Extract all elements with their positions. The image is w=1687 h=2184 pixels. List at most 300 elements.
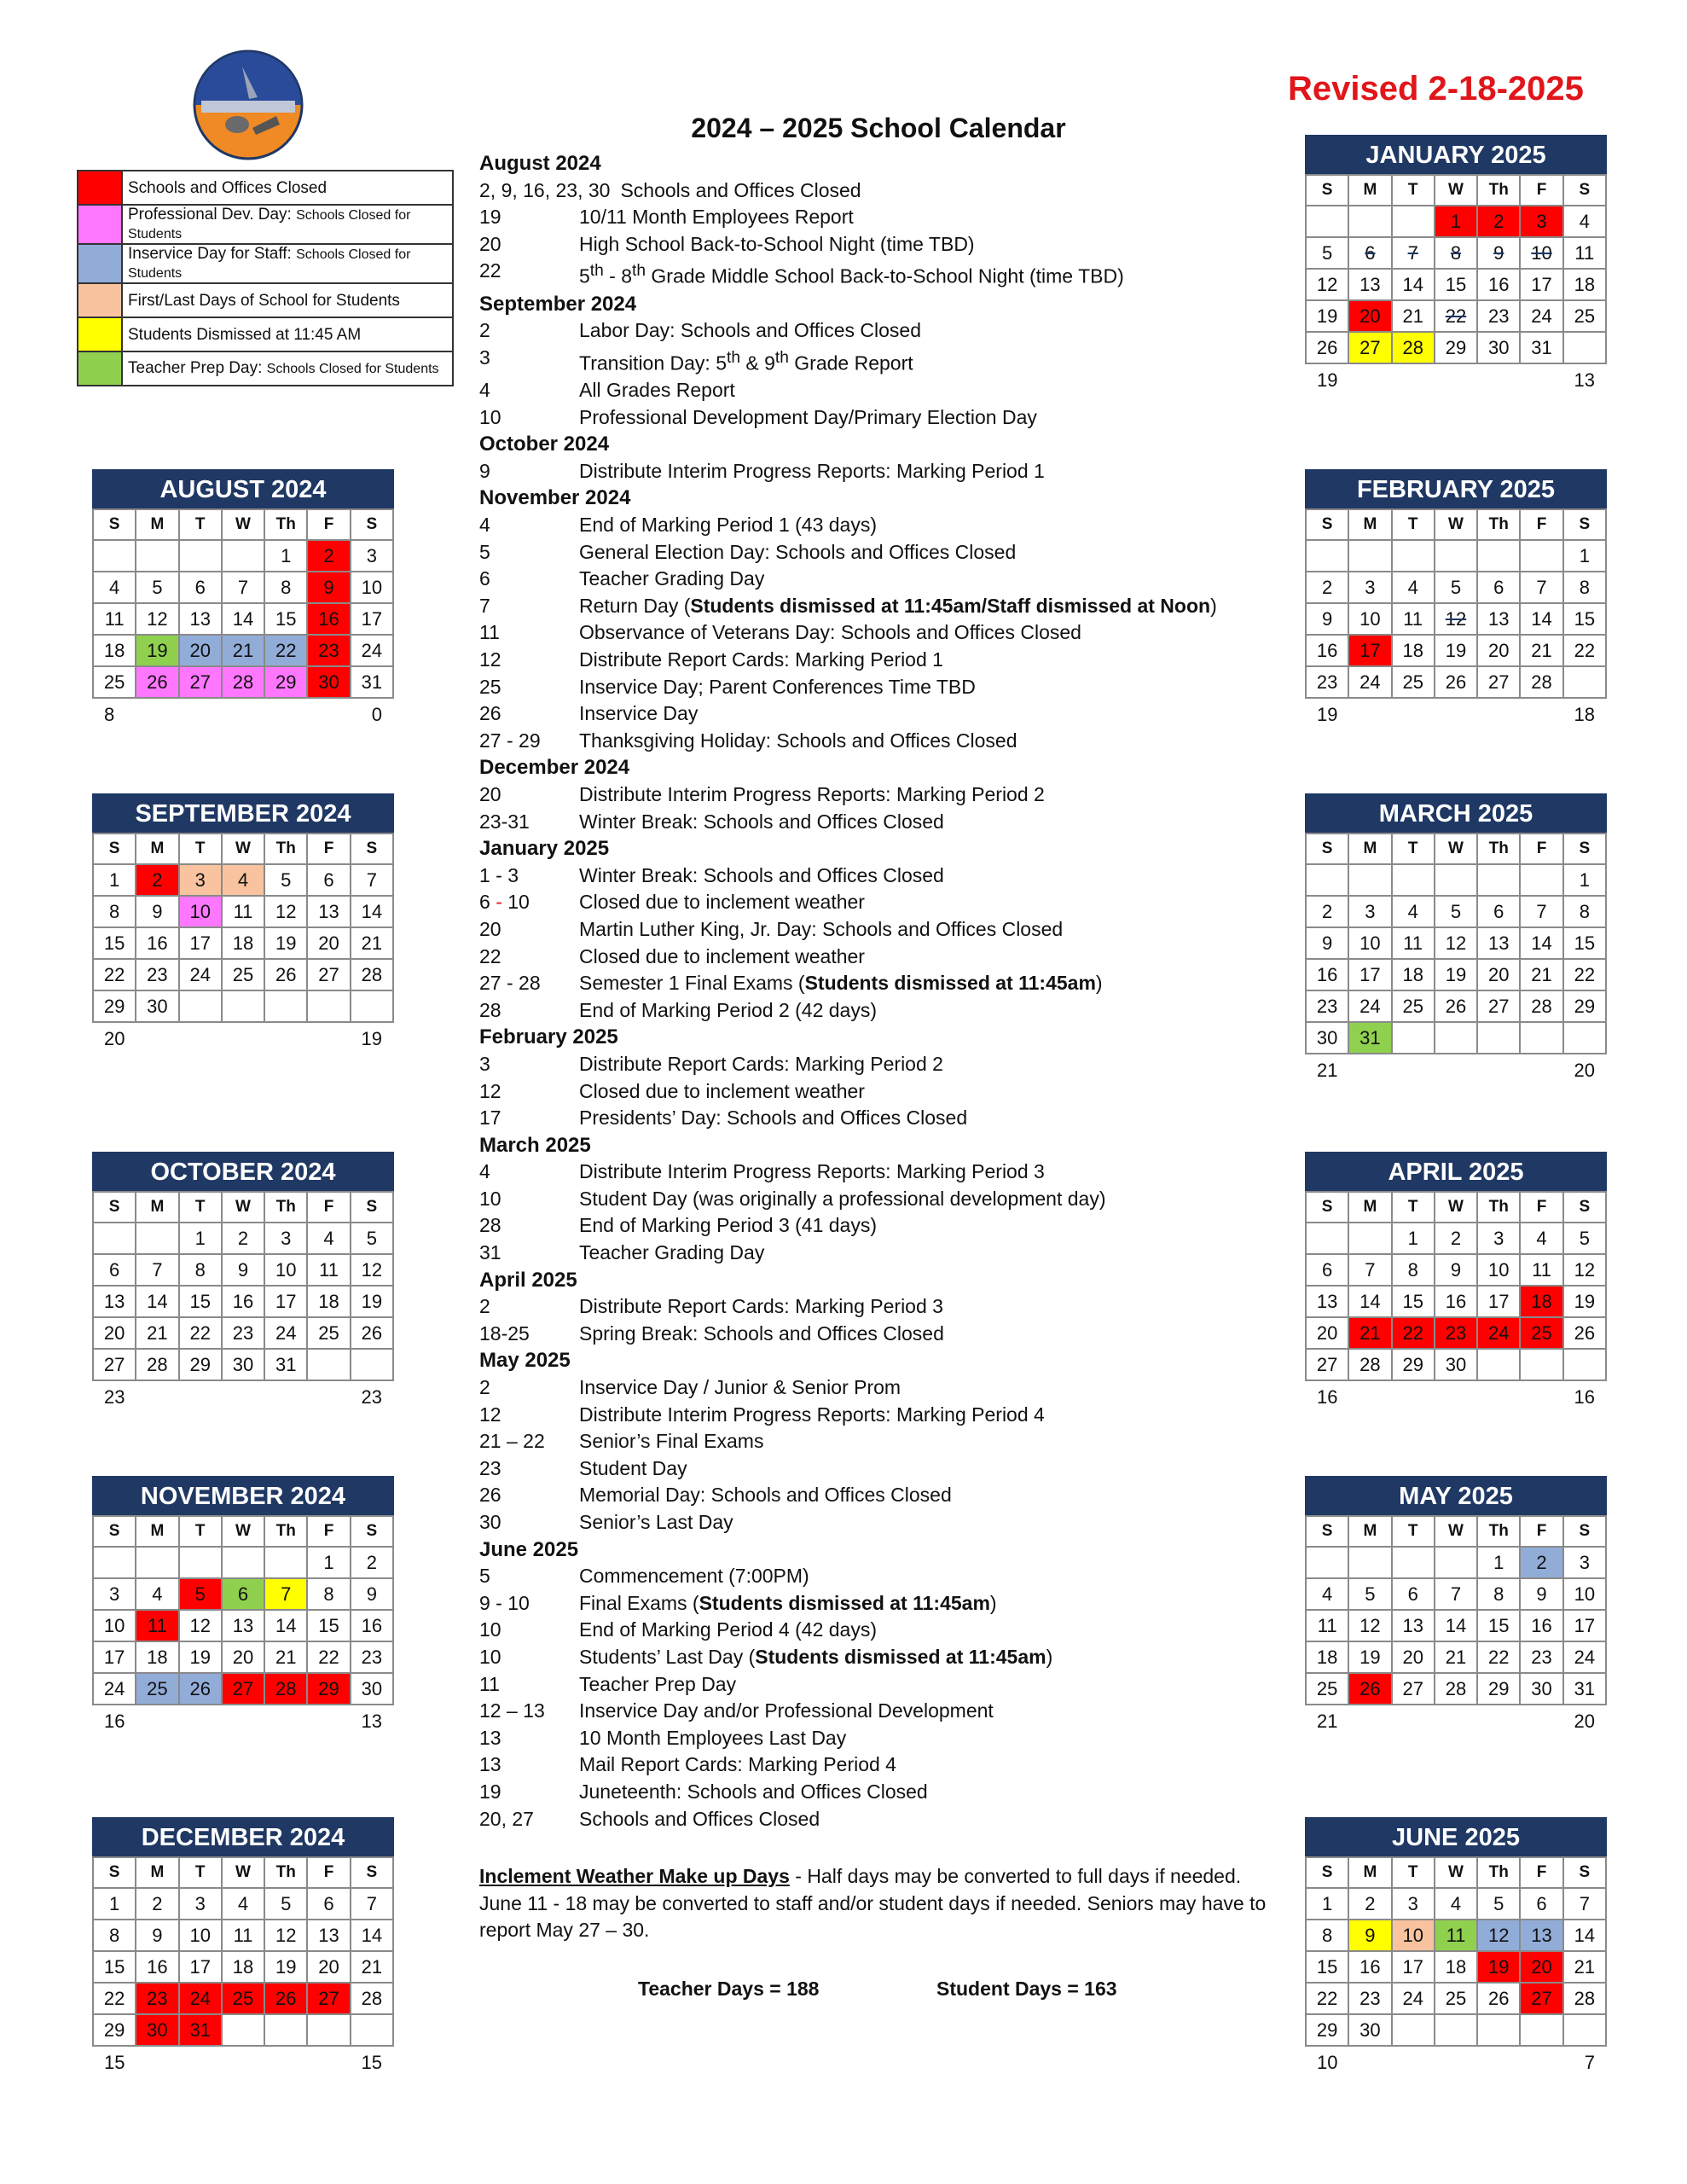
event-date: 12 (479, 1079, 501, 1102)
day-number: 14 (275, 1614, 297, 1636)
day-number: 8 (1322, 1924, 1333, 1946)
day-cell (1392, 666, 1435, 698)
day-number: 22 (1488, 1646, 1510, 1668)
day-cell (1306, 1951, 1348, 1983)
day-cell (93, 603, 136, 635)
event-date: 22 (479, 259, 501, 282)
event-text: Semester 1 Final Exams (Students dismissed at 11:45am) (579, 972, 1103, 995)
day-number: 19 (1316, 305, 1338, 327)
weekday-header (1306, 509, 1606, 540)
day-number: 19 (1488, 1955, 1510, 1978)
day-number: 25 (1445, 1987, 1467, 2009)
legend-label (122, 351, 453, 386)
event-text: Commencement (7:00PM) (579, 1565, 809, 1588)
empty-day (1520, 2014, 1562, 2046)
event-text: Return Day (Students dismissed at 11:45am/Staff dismissed at Noon) (579, 594, 1217, 617)
weekday-label: Th (264, 1516, 307, 1547)
day-number: 25 (318, 1321, 339, 1344)
day-number: 24 (189, 1987, 211, 2009)
legend-row (78, 283, 453, 317)
day-cell (1563, 990, 1606, 1022)
day-cell (1477, 572, 1520, 603)
day-cell (222, 864, 264, 896)
weekday-label: S (93, 1192, 136, 1223)
event-text: Senior’s Final Exams (579, 1430, 764, 1453)
event-text: Inservice Day / Junior & Senior Prom (579, 1376, 901, 1399)
event-row (479, 231, 1298, 258)
day-cell (1306, 1641, 1348, 1673)
day-cell (1392, 1951, 1435, 1983)
day-cell (307, 1983, 350, 2014)
day-number: 16 (318, 607, 339, 630)
day-cell (264, 666, 307, 698)
empty-day (1563, 1349, 1606, 1380)
week-row (1306, 603, 1606, 635)
day-cell (1348, 1673, 1391, 1705)
day-number: 15 (1574, 932, 1596, 954)
day-number: 25 (147, 1677, 168, 1699)
weekday-label: F (1520, 175, 1562, 206)
event-date: 4 (479, 1160, 490, 1183)
day-cell (179, 1610, 222, 1641)
day-cell (264, 572, 307, 603)
event-text: End of Marking Period 2 (42 days) (579, 998, 878, 1021)
day-number: 10 (1359, 607, 1381, 630)
day-cell (1435, 206, 1477, 237)
day-cell (1563, 864, 1606, 896)
legend-label (122, 205, 453, 244)
event-row (479, 1671, 1298, 1699)
week-row (1306, 2014, 1606, 2046)
day-cell (179, 959, 222, 990)
empty-day (222, 990, 264, 1022)
day-number: 3 (194, 868, 206, 891)
day-cell (1520, 927, 1562, 959)
day-number: 2 (1536, 1551, 1547, 1573)
day-number: 26 (147, 671, 168, 693)
event-date: 11 (479, 621, 500, 644)
weekday-label: W (1435, 1192, 1477, 1223)
day-number: 14 (361, 900, 383, 922)
day-cell (1520, 1578, 1562, 1610)
weekday-label: Th (1477, 1516, 1520, 1547)
day-number: 13 (1316, 1290, 1338, 1312)
color-legend (77, 170, 454, 386)
month-title: DECEMBER 2024 (92, 1817, 394, 1856)
weekday-label: W (1435, 834, 1477, 864)
day-number: 17 (1359, 639, 1381, 661)
event-date: 5 (479, 540, 490, 563)
day-cell (1477, 1983, 1520, 2014)
day-number: 19 (147, 639, 168, 661)
event-row (479, 781, 1298, 809)
day-cell (1306, 269, 1348, 300)
day-counts (1305, 1381, 1607, 1409)
week-row (1306, 959, 1606, 990)
week-row (1306, 1983, 1606, 2014)
student-day-count: 20 (1574, 1060, 1595, 1081)
day-cell (1348, 959, 1391, 990)
day-number: 16 (147, 932, 168, 954)
day-cell (1348, 603, 1391, 635)
event-row (479, 177, 1298, 205)
day-number: 26 (275, 1987, 297, 2009)
event-row (479, 458, 1298, 485)
day-cell (1520, 1286, 1562, 1317)
day-number: 4 (323, 1227, 334, 1249)
event-row (479, 1644, 1298, 1671)
weekday-label: W (1435, 509, 1477, 540)
day-cell (1477, 1888, 1520, 1920)
day-cell (1477, 332, 1520, 363)
day-number: 19 (275, 1955, 297, 1978)
day-cell (222, 1951, 264, 1983)
day-number: 14 (1445, 1614, 1467, 1636)
day-number: 17 (1488, 1290, 1510, 1312)
day-number: 12 (1445, 932, 1467, 954)
day-cell (264, 959, 307, 990)
day-cell (264, 1951, 307, 1983)
day-number: 4 (237, 868, 249, 891)
day-number: 17 (1359, 963, 1381, 985)
empty-day (179, 990, 222, 1022)
event-row (479, 647, 1298, 674)
day-number: 26 (1316, 336, 1338, 358)
day-number: 2 (366, 1551, 377, 1573)
day-number: 1 (194, 1227, 206, 1249)
day-number: 27 (318, 963, 339, 985)
event-date: 3 (479, 346, 490, 369)
week-row (1306, 1578, 1606, 1610)
week-row (1306, 927, 1606, 959)
day-cell (1477, 1641, 1520, 1673)
day-cell (136, 2014, 178, 2046)
day-number: 6 (1536, 1892, 1547, 1914)
day-number: 24 (1488, 1321, 1510, 1344)
legend-label (122, 244, 453, 283)
day-number: 18 (1316, 1646, 1338, 1668)
week-row (1306, 1951, 1606, 1983)
day-cell (307, 1547, 350, 1578)
day-cell (1520, 1641, 1562, 1673)
day-cell (1306, 332, 1348, 363)
day-cell (1563, 635, 1606, 666)
event-text: Martin Luther King, Jr. Day: Schools and Offices Closed (579, 917, 1064, 940)
day-cell (351, 1641, 393, 1673)
day-cell (1348, 1254, 1391, 1286)
event-row (479, 1186, 1298, 1213)
day-cell (1563, 572, 1606, 603)
weekday-label: Th (1477, 175, 1520, 206)
event-row (479, 944, 1298, 971)
day-number: 16 (1316, 963, 1338, 985)
week-row (93, 1951, 393, 1983)
weekday-label: M (1348, 1516, 1391, 1547)
day-number: 29 (1574, 995, 1596, 1017)
week-row (93, 1286, 393, 1317)
empty-day (351, 2014, 393, 2046)
day-cell (93, 927, 136, 959)
month-title: JUNE 2025 (1305, 1817, 1607, 1856)
day-number: 15 (103, 1955, 125, 1978)
weekday-label: S (93, 1516, 136, 1547)
day-number: 17 (103, 1646, 125, 1668)
day-number: 14 (1359, 1290, 1381, 1312)
day-cell (1392, 332, 1435, 363)
day-number: 24 (103, 1677, 125, 1699)
day-number: 2 (1322, 576, 1333, 598)
day-number: 10 (1488, 1258, 1510, 1281)
day-number: 18 (1402, 639, 1423, 661)
day-number: 28 (361, 963, 383, 985)
day-number: 26 (1359, 1677, 1381, 1699)
weekday-label: S (1306, 175, 1348, 206)
day-number: 29 (1488, 1677, 1510, 1699)
day-number: 11 (233, 900, 253, 922)
day-cell (307, 666, 350, 698)
day-cell (264, 1578, 307, 1610)
empty-day (1477, 1349, 1520, 1380)
day-cell (1435, 572, 1477, 603)
day-number: 10 (361, 576, 383, 598)
day-number: 19 (275, 932, 297, 954)
weekday-label: W (1435, 1516, 1477, 1547)
weekday-header (93, 509, 393, 540)
empty-day (1520, 1022, 1562, 1054)
event-month-heading: May 2025 (479, 1349, 571, 1373)
day-cell (1435, 1983, 1477, 2014)
weekday-label: T (1392, 175, 1435, 206)
legend-label-text: Inservice Day for Staff: (128, 245, 292, 263)
day-cell (1477, 206, 1520, 237)
day-number: 2 (237, 1227, 249, 1249)
empty-day (264, 2014, 307, 2046)
event-date: 17 (479, 1107, 501, 1130)
day-cell (93, 2014, 136, 2046)
weekday-label: M (1348, 175, 1391, 206)
day-number: 17 (189, 1955, 211, 1978)
day-number: 6 (109, 1258, 120, 1281)
weekday-label: S (1563, 834, 1606, 864)
day-number: 4 (1407, 576, 1418, 598)
weather-heading: Inclement Weather Make up Days (479, 1865, 790, 1887)
month-grid (1305, 1191, 1607, 1381)
day-number: 22 (318, 1646, 339, 1668)
day-cell (264, 1920, 307, 1951)
weekday-label: S (1563, 509, 1606, 540)
day-cell (351, 635, 393, 666)
day-cell (1477, 1223, 1520, 1254)
weekday-header (93, 834, 393, 864)
day-cell (1392, 959, 1435, 990)
student-days-total: Student Days = 163 (936, 1978, 1117, 2000)
day-cell (1435, 635, 1477, 666)
day-cell (1348, 1317, 1391, 1349)
week-row (1306, 1286, 1606, 1317)
empty-day (1348, 540, 1391, 572)
teacher-day-count: 10 (1317, 2052, 1338, 2073)
day-cell (136, 896, 178, 927)
event-date: 12 (479, 648, 501, 671)
day-cell (1477, 959, 1520, 990)
day-cell (307, 864, 350, 896)
event-text: Distribute Report Cards: Marking Period 3 (579, 1295, 943, 1318)
calendar-march-2025 (1305, 793, 1607, 1082)
month-title: AUGUST 2024 (92, 469, 394, 508)
day-number: 12 (1488, 1924, 1510, 1946)
empty-day (1392, 2014, 1435, 2046)
legend-label (122, 283, 453, 317)
day-number: 29 (103, 2018, 125, 2041)
day-cell (264, 896, 307, 927)
day-cell (1392, 1286, 1435, 1317)
student-day-count: 19 (361, 1028, 382, 1049)
day-number: 28 (275, 1677, 297, 1699)
day-number: 18 (1574, 273, 1596, 295)
day-number: 30 (232, 1353, 254, 1375)
legend-swatch (78, 171, 122, 205)
empty-day (1477, 1022, 1520, 1054)
day-cell (179, 572, 222, 603)
day-cell (1435, 990, 1477, 1022)
event-text: Inservice Day and/or Professional Development (579, 1699, 994, 1722)
day-cell (1563, 896, 1606, 927)
event-row (479, 1374, 1298, 1402)
week-row (1306, 572, 1606, 603)
day-cell (1563, 959, 1606, 990)
day-number: 7 (1536, 576, 1547, 598)
event-date: 30 (479, 1511, 501, 1533)
day-number: 1 (1322, 1892, 1333, 1914)
day-number: 11 (1317, 1614, 1337, 1636)
empty-day (1392, 1022, 1435, 1054)
week-row (1306, 635, 1606, 666)
day-cell (1348, 1610, 1391, 1641)
day-number: 13 (1488, 607, 1510, 630)
day-number: 15 (1316, 1955, 1338, 1978)
day-number: 2 (1450, 1227, 1462, 1249)
day-cell (179, 1317, 222, 1349)
day-cell (1520, 635, 1562, 666)
page-title: 2024 – 2025 School Calendar (691, 113, 1066, 143)
day-number: 13 (1531, 1924, 1552, 1946)
day-cell (1477, 1254, 1520, 1286)
day-cell (307, 959, 350, 990)
day-number: 4 (1450, 1892, 1462, 1914)
day-number: 16 (1531, 1614, 1552, 1636)
teacher-day-count: 19 (1317, 704, 1338, 725)
empty-day (307, 990, 350, 1022)
day-cell (222, 1888, 264, 1920)
weekday-label: F (1520, 509, 1562, 540)
day-cell (1520, 1317, 1562, 1349)
day-cell (93, 1578, 136, 1610)
day-number: 27 (1488, 671, 1510, 693)
day-cell (307, 1951, 350, 1983)
day-cell (307, 927, 350, 959)
day-cell (1520, 1888, 1562, 1920)
student-day-count: 7 (1584, 2052, 1595, 2073)
event-text: Schools and Offices Closed (620, 178, 861, 201)
legend-note: Schools Closed for Students (266, 362, 439, 376)
day-cell (1520, 206, 1562, 237)
empty-day (264, 990, 307, 1022)
day-number: 12 (361, 1258, 383, 1281)
day-cell (179, 896, 222, 927)
day-cell (1520, 990, 1562, 1022)
day-number: 18 (232, 932, 254, 954)
day-number: 10 (1359, 932, 1381, 954)
calendar-august-2024 (92, 469, 394, 726)
day-cell (1520, 603, 1562, 635)
empty-day (1435, 1022, 1477, 1054)
weather-text: - Half days may be converted to full days if needed. June 11 - 18 may be converted to staff and/or student days if needed. Seniors may have to report May 27 – 30. (479, 1865, 1267, 1941)
day-number: 9 (237, 1258, 249, 1281)
event-date: 3 (479, 1052, 490, 1075)
student-day-count: 20 (1574, 1711, 1595, 1732)
day-cell (1392, 1578, 1435, 1610)
empty-day (351, 1349, 393, 1380)
day-number: 30 (1488, 336, 1510, 358)
empty-day (1435, 2014, 1477, 2046)
day-cell (93, 1951, 136, 1983)
day-number: 26 (361, 1321, 383, 1344)
day-number: 15 (1574, 607, 1596, 630)
event-date: 23-31 (479, 810, 530, 833)
day-number: 10 (1531, 241, 1552, 264)
day-cell (1348, 300, 1391, 332)
weekday-label: Th (1477, 509, 1520, 540)
day-number: 16 (232, 1290, 254, 1312)
day-cell (1477, 896, 1520, 927)
weekday-label: W (1435, 1857, 1477, 1888)
day-number: 9 (323, 576, 334, 598)
event-date: 1 - 3 (479, 863, 519, 886)
day-cell (1435, 603, 1477, 635)
weekday-label: F (307, 1192, 350, 1223)
day-cell (1435, 1317, 1477, 1349)
month-grid (1305, 174, 1607, 364)
event-row (479, 1078, 1298, 1106)
day-cell (1435, 1286, 1477, 1317)
day-number: 6 (323, 1892, 334, 1914)
month-title: MARCH 2025 (1305, 793, 1607, 833)
month-title: APRIL 2025 (1305, 1152, 1607, 1191)
day-cell (179, 603, 222, 635)
day-number: 13 (318, 900, 339, 922)
event-text: Teacher Grading Day (579, 1241, 765, 1264)
day-number: 28 (1531, 671, 1552, 693)
day-number: 21 (147, 1321, 168, 1344)
day-number: 17 (275, 1290, 297, 1312)
day-cell (1520, 1983, 1562, 2014)
day-cell (1520, 1254, 1562, 1286)
day-cell (136, 1317, 178, 1349)
day-number: 15 (189, 1290, 211, 1312)
day-number: 20 (1488, 963, 1510, 985)
day-number: 13 (189, 607, 211, 630)
day-cell (1520, 896, 1562, 927)
teacher-day-count: 16 (1317, 1386, 1338, 1408)
day-cell (1306, 1610, 1348, 1641)
day-cell (1435, 1888, 1477, 1920)
day-number: 3 (1407, 1892, 1418, 1914)
day-number: 26 (1488, 1987, 1510, 2009)
day-cell (264, 1673, 307, 1705)
day-cell (222, 959, 264, 990)
day-number: 8 (323, 1583, 334, 1605)
day-cell (351, 1673, 393, 1705)
